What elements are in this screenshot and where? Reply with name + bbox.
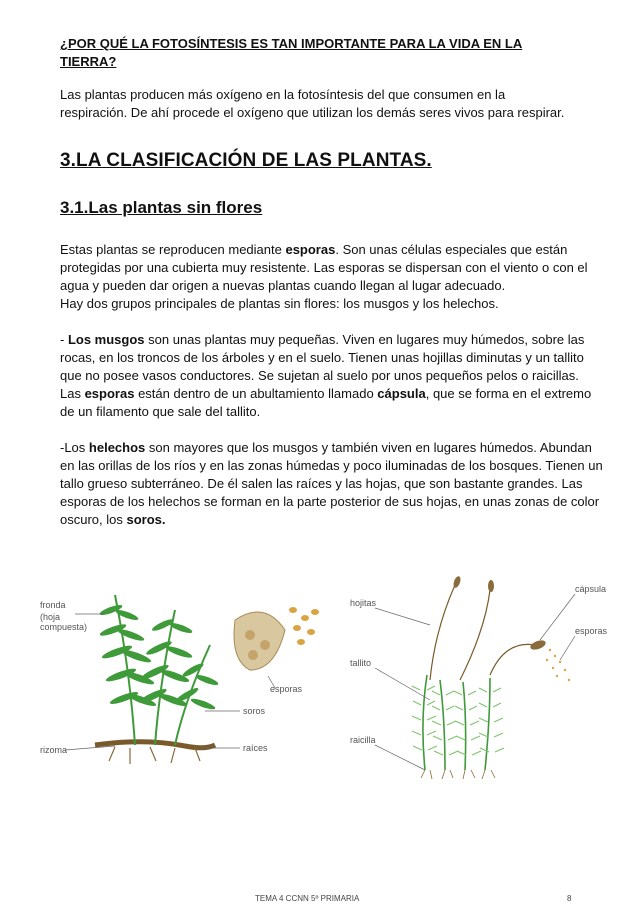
label-compuesta: compuesta) (40, 622, 88, 632)
footer-title: TEMA 4 CCNN 5º PRIMARIA (255, 894, 360, 903)
helechos-paragraph: -Los helechos son mayores que los musgos y también viven en lugares húmedos. Abundan en las orillas de los ríos y en las zonas húmedas y poco iluminadas de los bosques. Tienen un tallo grueso subterráneo. De él salen las raíces y las hojas, que son bastante grandes. Las esporas de los helechos se forman en la parte posterior de sus hojas, en unas zonas de color oscuro, los soros. (60, 440, 603, 527)
label-hoja: (hoja (40, 612, 61, 622)
term-helechos: helechos (88, 440, 146, 455)
page-number: 8 (567, 894, 572, 903)
label-esporas-moss: esporas (575, 626, 608, 636)
moss-stems (423, 675, 490, 770)
moss-capsule-2 (488, 580, 494, 592)
plants-illustration (35, 570, 610, 785)
term-esporas-2: esporas (84, 386, 135, 401)
label-rizoma: rizoma (40, 745, 68, 755)
plants-illustration-svg (35, 570, 610, 785)
moss-capsule-3 (529, 639, 547, 652)
musgos-paragraph: - Los musgos son unas plantas muy pequeñas. Viven en lugares muy húmedos, sobre las rocas, en los troncos de los árboles y en el suelo. Tienen unas hojillas diminutas y un tallito que no posee vasos conductores. Se sujetan al suelo por unos pequeños pelos o raicillas. Las esporas están dentro de un abultamiento llamado cápsula, que se forma en el extremo de un filamento que sale del tallito. (60, 332, 592, 419)
moss-setae (430, 585, 535, 680)
label-esporas-fern: esporas (270, 684, 303, 694)
label-tallito: tallito (350, 658, 372, 668)
body-text (60, 241, 605, 547)
term-capsula: cápsula (377, 386, 426, 401)
moss-capsule-1 (452, 575, 462, 588)
section-subheading: 3.1.Las plantas sin flores (60, 198, 263, 217)
fern-illustration (40, 595, 319, 764)
intro-paragraph: Estas plantas se reproducen mediante esporas. Son unas células especiales que están protegidas por una cubierta muy resistente. Las esporas se dispersan con el viento o con el agua y pueden dar origen a nuevas plantas cuando llegan al lugar adecuado. Hay dos grupos principales de plantas sin flores: los musgos y los helechos. (60, 242, 588, 311)
term-musgos: Los musgos (67, 332, 145, 347)
label-capsula: cápsula (575, 584, 607, 594)
section-heading: 3.LA CLASIFICACIÓN DE LAS PLANTAS. (60, 150, 432, 171)
term-esporas: esporas (285, 242, 336, 257)
raices-shape (109, 747, 200, 764)
term-soros: soros. (126, 512, 166, 527)
label-hojitas: hojitas (350, 598, 377, 608)
moss-spores (546, 649, 570, 681)
question-answer: Las plantas producen más oxígeno en la fotosíntesis del que consumen en la respiración. De ahí procede el oxígeno que utilizan los demás seres vivos para respirar. (60, 87, 565, 120)
label-fronda: fronda (40, 600, 66, 610)
moss-illustration (350, 575, 608, 779)
label-soros: soros (243, 706, 266, 716)
fern-leaflets (99, 603, 220, 711)
page-footer (0, 894, 638, 908)
moss-raicillas (421, 770, 495, 779)
label-raicilla: raicilla (350, 735, 376, 745)
label-raices: raíces (243, 743, 268, 753)
spores-closeup (289, 607, 319, 645)
soros-closeup (234, 612, 285, 670)
question-title: ¿POR QUÉ LA FOTOSÍNTESIS ES TAN IMPORTANTE PARA LA VIDA EN LA TIERRA? (60, 36, 523, 69)
